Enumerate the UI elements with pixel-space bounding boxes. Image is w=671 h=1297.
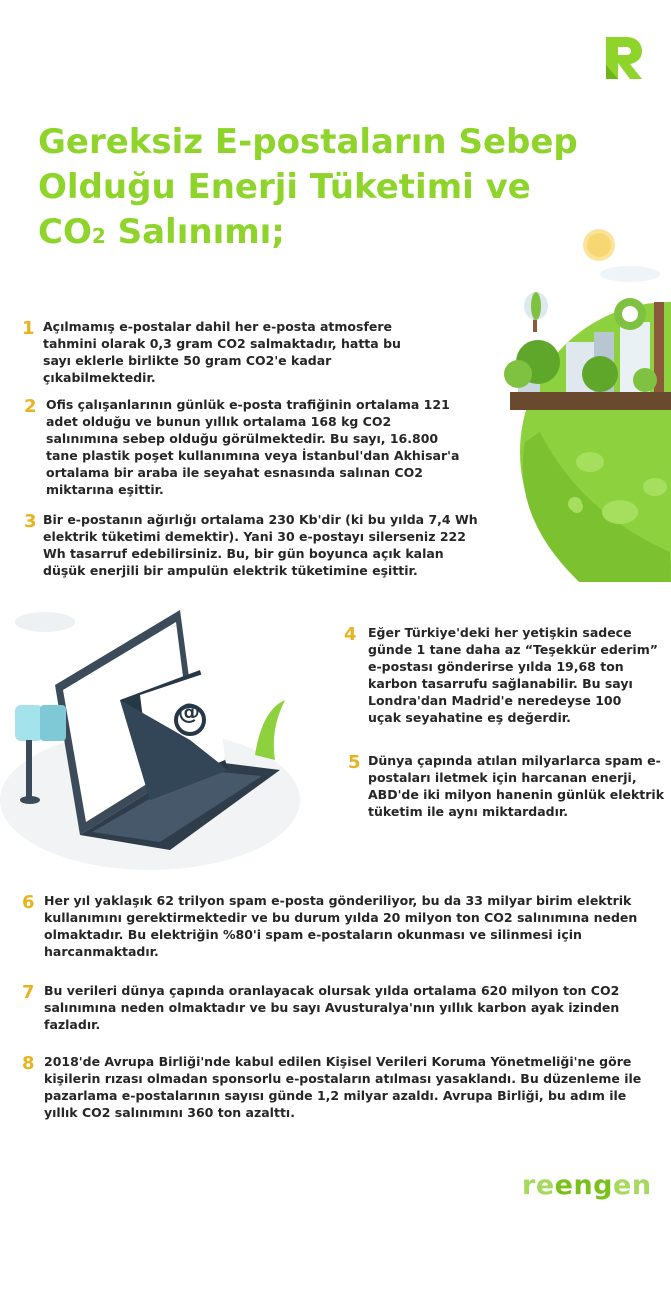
item-7-number: 7 bbox=[22, 982, 35, 1003]
brand-wordmark bbox=[522, 1170, 652, 1201]
item-7-text: Bu verileri dünya çapında oranlayacak olursak yılda ortalama 620 milyon ton CO2 salınımına neden olmaktadır ve bu sayı Avusturalya'nın yıllık karbon ayak izinden fazladır. bbox=[44, 983, 620, 1032]
title-line-3-prefix: CO bbox=[38, 212, 92, 252]
item-8-number: 8 bbox=[22, 1053, 35, 1074]
page-title bbox=[38, 120, 618, 259]
item-3-number: 3 bbox=[24, 511, 37, 532]
title-line-2: Olduğu Enerji Tüketimi ve bbox=[38, 167, 531, 207]
item-6-text: Her yıl yaklaşık 62 trilyon spam e-posta gönderiliyor, bu da 33 milyar birim elektrik kullanımını gerektirmektedir ve bu durum yılda 20 milyon ton CO2 salınımına neden olmaktadır. Bu elektriğin %80'i spam e-postaların okunması ve silinmesi için harcanmaktadır. bbox=[44, 893, 638, 959]
item-6-number: 6 bbox=[22, 892, 35, 913]
laptop-email-illustration bbox=[0, 600, 330, 870]
sun-icon bbox=[578, 224, 620, 266]
reengen-logo-icon bbox=[604, 35, 644, 81]
item-4-text: Eğer Türkiye'deki her yetişkin sadece günde 1 tane daha az “Teşekkür ederim” e-postası gönderirse yılda 19,68 ton karbon tasarrufu sağlanabilir. Bu sayı Londra'dan Madrid'e neredeyse 100 uçak seyahatine eş değerdir. bbox=[368, 625, 658, 725]
item-5-text: Dünya çapında atılan milyarlarca spam e-postaları iletmek için harcanan enerji, ABD'de iki milyon hanenin günlük elektrik tüketim ile aynı miktardadır. bbox=[368, 753, 665, 819]
brand-part-3: en bbox=[613, 1170, 652, 1201]
item-2-number: 2 bbox=[24, 396, 37, 417]
title-line-3-suffix: Salınımı; bbox=[105, 212, 285, 252]
envelope-at-symbol: @ bbox=[178, 700, 200, 725]
item-1-number: 1 bbox=[22, 318, 35, 339]
item-2-text: Ofis çalışanlarının günlük e-posta trafiğinin ortalama 121 adet olduğu ve bunun yıllık ortalama 168 kg CO2 salınımına sebep olduğu görülmektedir. Bu sayı, 16.800 tane plastik poşet kullanımına veya İstanbul'dan Akhisar'a ortalama bir araba ile seyahat esnasında salınan CO2 miktarına eşittir. bbox=[46, 397, 460, 497]
title-line-3-subscript: 2 bbox=[91, 224, 106, 248]
brand-part-2: eng bbox=[554, 1170, 614, 1201]
earth-city-illustration bbox=[470, 262, 671, 582]
item-5-number: 5 bbox=[348, 752, 361, 773]
item-8-text: 2018'de Avrupa Birliği'nde kabul edilen Kişisel Verileri Koruma Yönetmeliği'ne göre kişilerin rızası olmadan sponsorlu e-postaların atılması yasaklandı. Bu düzenleme ile pazarlama e-postalarının sayısı günde 1,2 milyar azaldı. Avrupa Birliği, bu adım ile yıllık CO2 salınımını 360 ton azalttı. bbox=[44, 1054, 642, 1120]
item-1-text: Açılmamış e-postalar dahil her e-posta atmosfere tahmini olarak 0,3 gram CO2 salmaktadır, hatta bu sayı eklerle birlikte 50 gram CO2'e kadar çıkabilmektedir. bbox=[43, 319, 401, 385]
brand-part-1: re bbox=[522, 1170, 555, 1201]
item-3-text: Bir e-postanın ağırlığı ortalama 230 Kb'dir (ki bu yılda 7,4 Wh elektrik tüketimi demektir). Yani 30 e-postayı silerseniz 222 Wh tasarruf edebilirsiniz. Bu, bir gün boyunca açık kalan düşük enerjili bir ampulün elektrik tüketimine eşittir. bbox=[43, 512, 478, 578]
title-line-1: Gereksiz E-postaların Sebep bbox=[38, 122, 578, 162]
item-4-number: 4 bbox=[344, 624, 357, 645]
